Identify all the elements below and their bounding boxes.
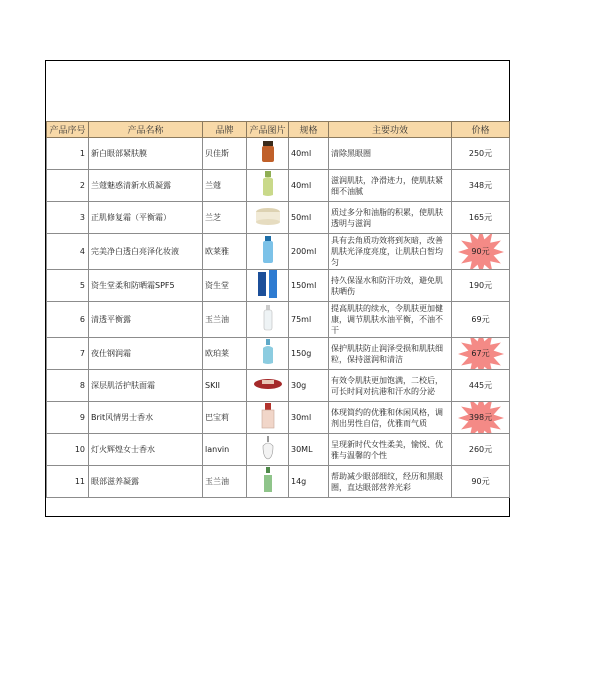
row-index: 11 — [47, 466, 89, 498]
table-row — [47, 370, 510, 402]
product-table — [46, 121, 510, 498]
product-thumbnail-icon — [262, 305, 274, 334]
product-name: 兰蔻魅惑清新水质凝露 — [89, 170, 203, 202]
table-row — [47, 434, 510, 466]
product-thumbnail-icon — [253, 377, 283, 394]
product-size: 30ml — [289, 402, 329, 434]
product-effect: 体现简约的优雅和休闲风格，调剂出男性自信，优雅而气质 — [329, 402, 452, 434]
product-brand: 欧莱雅 — [203, 234, 247, 270]
product-name: Brit风情男士香水 — [89, 402, 203, 434]
product-size: 50ml — [289, 202, 329, 234]
product-brand: 欧珀莱 — [203, 338, 247, 370]
product-image — [247, 338, 289, 370]
row-index: 2 — [47, 170, 89, 202]
product-effect: 呈现新时代女性柔美，愉悦、优雅与温馨的个性 — [329, 434, 452, 466]
product-price-cell — [452, 170, 510, 202]
row-index: 4 — [47, 234, 89, 270]
product-image — [247, 270, 289, 302]
product-thumbnail-icon — [260, 339, 276, 368]
header-effect: 主要功效 — [329, 122, 452, 138]
product-brand: lanvin — [203, 434, 247, 466]
product-effect: 清除黑眼圈 — [329, 138, 452, 170]
product-image — [247, 302, 289, 338]
table-row — [47, 170, 510, 202]
product-image — [247, 370, 289, 402]
product-price-cell — [452, 138, 510, 170]
product-price-cell — [452, 434, 510, 466]
table-row — [47, 338, 510, 370]
product-effect: 有效令肌肤更加饱满，二校后，可长时间对抗港和汗水的分泌 — [329, 370, 452, 402]
table-row — [47, 138, 510, 170]
product-price: 445元 — [468, 381, 493, 390]
product-price-cell — [452, 370, 510, 402]
row-index: 5 — [47, 270, 89, 302]
table-row — [47, 302, 510, 338]
product-name: 灯火辉煌女士香水 — [89, 434, 203, 466]
product-effect: 滋润肌肤，净滑迹力，使肌肤紧细不油腻 — [329, 170, 452, 202]
product-price: 67元 — [471, 349, 490, 358]
product-name: 深层肌活护肤面霜 — [89, 370, 203, 402]
product-price: 348元 — [468, 181, 493, 190]
title-area — [46, 61, 509, 121]
product-price-cell — [452, 270, 510, 302]
product-brand: 玉兰油 — [203, 302, 247, 338]
header-price: 价格 — [452, 122, 510, 138]
product-image — [247, 402, 289, 434]
row-index: 6 — [47, 302, 89, 338]
header-row — [47, 122, 510, 138]
table-row — [47, 270, 510, 302]
product-brand: 兰蔻 — [203, 170, 247, 202]
product-name: 清透平衡露 — [89, 302, 203, 338]
product-size: 200ml — [289, 234, 329, 270]
row-index: 7 — [47, 338, 89, 370]
product-size: 150g — [289, 338, 329, 370]
product-image — [247, 466, 289, 498]
product-brand: 贝佳斯 — [203, 138, 247, 170]
product-size: 40ml — [289, 170, 329, 202]
product-price: 398元 — [468, 413, 493, 422]
table-row — [47, 466, 510, 498]
product-price-cell — [452, 234, 510, 270]
product-image — [247, 434, 289, 466]
product-price: 190元 — [468, 281, 493, 290]
product-thumbnail-icon — [261, 403, 275, 432]
row-index: 8 — [47, 370, 89, 402]
product-thumbnail-icon — [262, 236, 274, 267]
product-size: 30ML — [289, 434, 329, 466]
product-thumbnail-icon — [260, 171, 276, 200]
product-name: 正肌修复霜（平衡霜） — [89, 202, 203, 234]
product-size: 150ml — [289, 270, 329, 302]
product-brand: 巴宝莉 — [203, 402, 247, 434]
header-index: 产品序号 — [47, 122, 89, 138]
product-price-cell — [452, 402, 510, 434]
product-price-cell — [452, 302, 510, 338]
table-row — [47, 202, 510, 234]
product-price-cell — [452, 338, 510, 370]
product-image — [247, 138, 289, 170]
product-name: 眼部滋养凝露 — [89, 466, 203, 498]
product-effect: 帮助减少眼部细纹，经历和黑眼圈，直达眼部营养光彩 — [329, 466, 452, 498]
product-size: 75ml — [289, 302, 329, 338]
product-image — [247, 170, 289, 202]
product-thumbnail-icon — [261, 141, 275, 166]
product-name: 资生堂柔和防晒霜SPF5 — [89, 270, 203, 302]
product-price-cell — [452, 466, 510, 498]
header-brand: 品牌 — [203, 122, 247, 138]
product-brand: SKII — [203, 370, 247, 402]
product-effect: 质过多分和油脂的积累，使肌肤透明与滋润 — [329, 202, 452, 234]
product-thumbnail-icon — [261, 467, 275, 496]
product-brand: 资生堂 — [203, 270, 247, 302]
product-price-cell — [452, 202, 510, 234]
product-brand: 玉兰油 — [203, 466, 247, 498]
product-price: 250元 — [468, 149, 493, 158]
product-effect: 持久保湿水和防汗功效，避免肌肤晒伤 — [329, 270, 452, 302]
product-thumbnail-icon — [257, 270, 279, 301]
product-image — [247, 202, 289, 234]
product-thumbnail-icon — [261, 436, 275, 463]
product-image — [247, 234, 289, 270]
table-row — [47, 234, 510, 270]
product-name: 完美净白透白亮泽化妆液 — [89, 234, 203, 270]
header-image: 产品图片 — [247, 122, 289, 138]
product-effect: 保护肌肤防止润泽受损和肌肤细粒，保持滋润和清洁 — [329, 338, 452, 370]
product-effect: 提高肌肤的续水，令肌肤更加健康，调节肌肤水油平衡，不油不干 — [329, 302, 452, 338]
product-thumbnail-icon — [255, 206, 281, 229]
row-index: 1 — [47, 138, 89, 170]
product-price: 90元 — [471, 477, 490, 486]
product-size: 14g — [289, 466, 329, 498]
product-size: 40ml — [289, 138, 329, 170]
product-price: 90元 — [471, 247, 490, 256]
row-index: 9 — [47, 402, 89, 434]
product-price: 165元 — [468, 213, 493, 222]
product-name: 夜仕钢润霜 — [89, 338, 203, 370]
price-sheet — [45, 60, 510, 517]
table-row — [47, 402, 510, 434]
product-effect: 具有去角质功效将到灰暗，改善肌肤光泽度亮度，让肌肤白皙均匀 — [329, 234, 452, 270]
product-price: 260元 — [468, 445, 493, 454]
header-name: 产品名称 — [89, 122, 203, 138]
header-size: 规格 — [289, 122, 329, 138]
row-index: 10 — [47, 434, 89, 466]
product-price: 69元 — [471, 315, 490, 324]
row-index: 3 — [47, 202, 89, 234]
product-name: 新白眼部紧肤膜 — [89, 138, 203, 170]
product-size: 30g — [289, 370, 329, 402]
product-brand: 兰芝 — [203, 202, 247, 234]
